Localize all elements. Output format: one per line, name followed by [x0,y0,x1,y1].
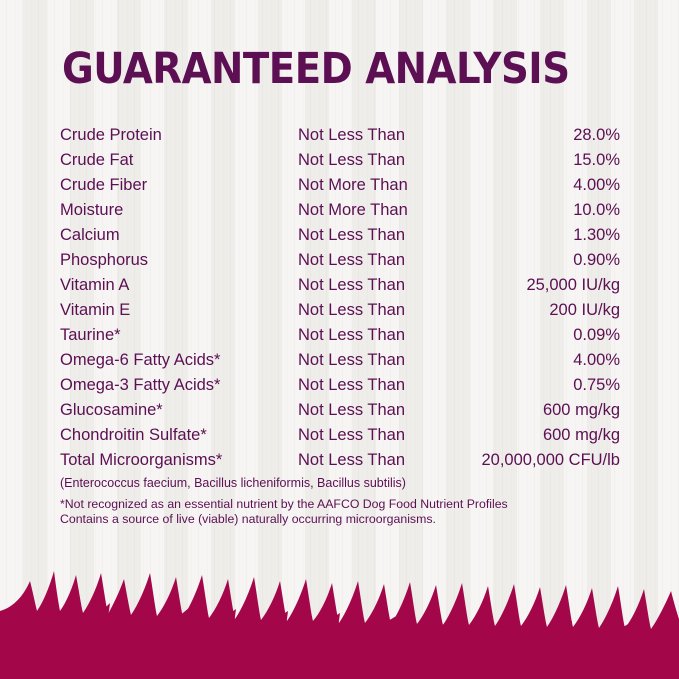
nutrient-qualifier: Not Less Than [298,251,406,269]
table-row [60,401,620,426]
table-row [60,151,620,176]
nutrient-name: Glucosamine* [60,401,163,419]
table-row [60,326,620,351]
nutrient-qualifier: Not Less Than [298,326,406,344]
nutrient-value: 28.0% [573,126,620,144]
nutrient-name: Calcium [60,226,120,244]
nutrient-name: Crude Fat [60,151,134,169]
nutrient-qualifier: Not Less Than [298,401,406,419]
grass-silhouette-graphic [0,519,679,679]
table-row [60,176,620,201]
nutrient-value: 0.09% [573,326,620,344]
table-row [60,351,620,376]
table-row [60,226,620,251]
nutrient-name: Crude Fiber [60,176,148,194]
analysis-table [60,126,620,476]
nutrient-name: Total Microorganisms* [60,451,223,469]
nutrient-value: 25,000 IU/kg [526,276,620,294]
nutrient-value: 1.30% [573,226,620,244]
table-row [60,126,620,151]
nutrient-qualifier: Not More Than [298,201,408,219]
nutrient-value: 200 IU/kg [549,301,620,319]
table-row [60,376,620,401]
nutrient-value: 15.0% [573,151,620,169]
page-title: GUARANTEED ANALYSIS [62,44,570,94]
table-row [60,451,620,476]
nutrient-qualifier: Not Less Than [298,301,406,319]
nutrient-value: 0.90% [573,251,620,269]
nutrient-value: 10.0% [573,201,620,219]
nutrient-name: Chondroitin Sulfate* [60,426,207,444]
nutrient-qualifier: Not Less Than [298,126,406,144]
table-row [60,276,620,301]
nutrient-qualifier: Not More Than [298,176,408,194]
nutrient-name: Vitamin E [60,301,131,319]
organisms-note: (Enterococcus faecium, Bacillus licheniformis, Bacillus subtilis) [60,476,406,490]
nutrient-value: 20,000,000 CFU/lb [481,451,620,469]
nutrient-qualifier: Not Less Than [298,426,406,444]
nutrient-value: 4.00% [573,351,620,369]
nutrient-value: 600 mg/kg [542,426,620,444]
nutrient-qualifier: Not Less Than [298,276,406,294]
nutrient-qualifier: Not Less Than [298,376,406,394]
nutrient-qualifier: Not Less Than [298,226,406,244]
nutrient-name: Moisture [60,201,124,219]
table-row [60,201,620,226]
nutrient-qualifier: Not Less Than [298,351,406,369]
table-row [60,251,620,276]
nutrient-qualifier: Not Less Than [298,451,406,469]
nutrient-value: 600 mg/kg [542,401,620,419]
nutrient-name: Omega-6 Fatty Acids* [60,351,221,369]
nutrient-qualifier: Not Less Than [298,151,406,169]
nutrient-name: Phosphorus [60,251,149,269]
table-row [60,301,620,326]
nutrient-name: Vitamin A [60,276,130,294]
footnote-aafco: *Not recognized as an essential nutrient by the AAFCO Dog Food Nutrient Profiles [60,497,508,511]
nutrient-name: Taurine* [60,326,121,344]
nutrient-value: 0.75% [573,376,620,394]
table-row [60,426,620,451]
nutrient-value: 4.00% [573,176,620,194]
nutrient-name: Crude Protein [60,126,162,144]
nutrient-name: Omega-3 Fatty Acids* [60,376,221,394]
footnote-microorganisms: Contains a source of live (viable) naturally occurring microorganisms. [60,512,436,527]
